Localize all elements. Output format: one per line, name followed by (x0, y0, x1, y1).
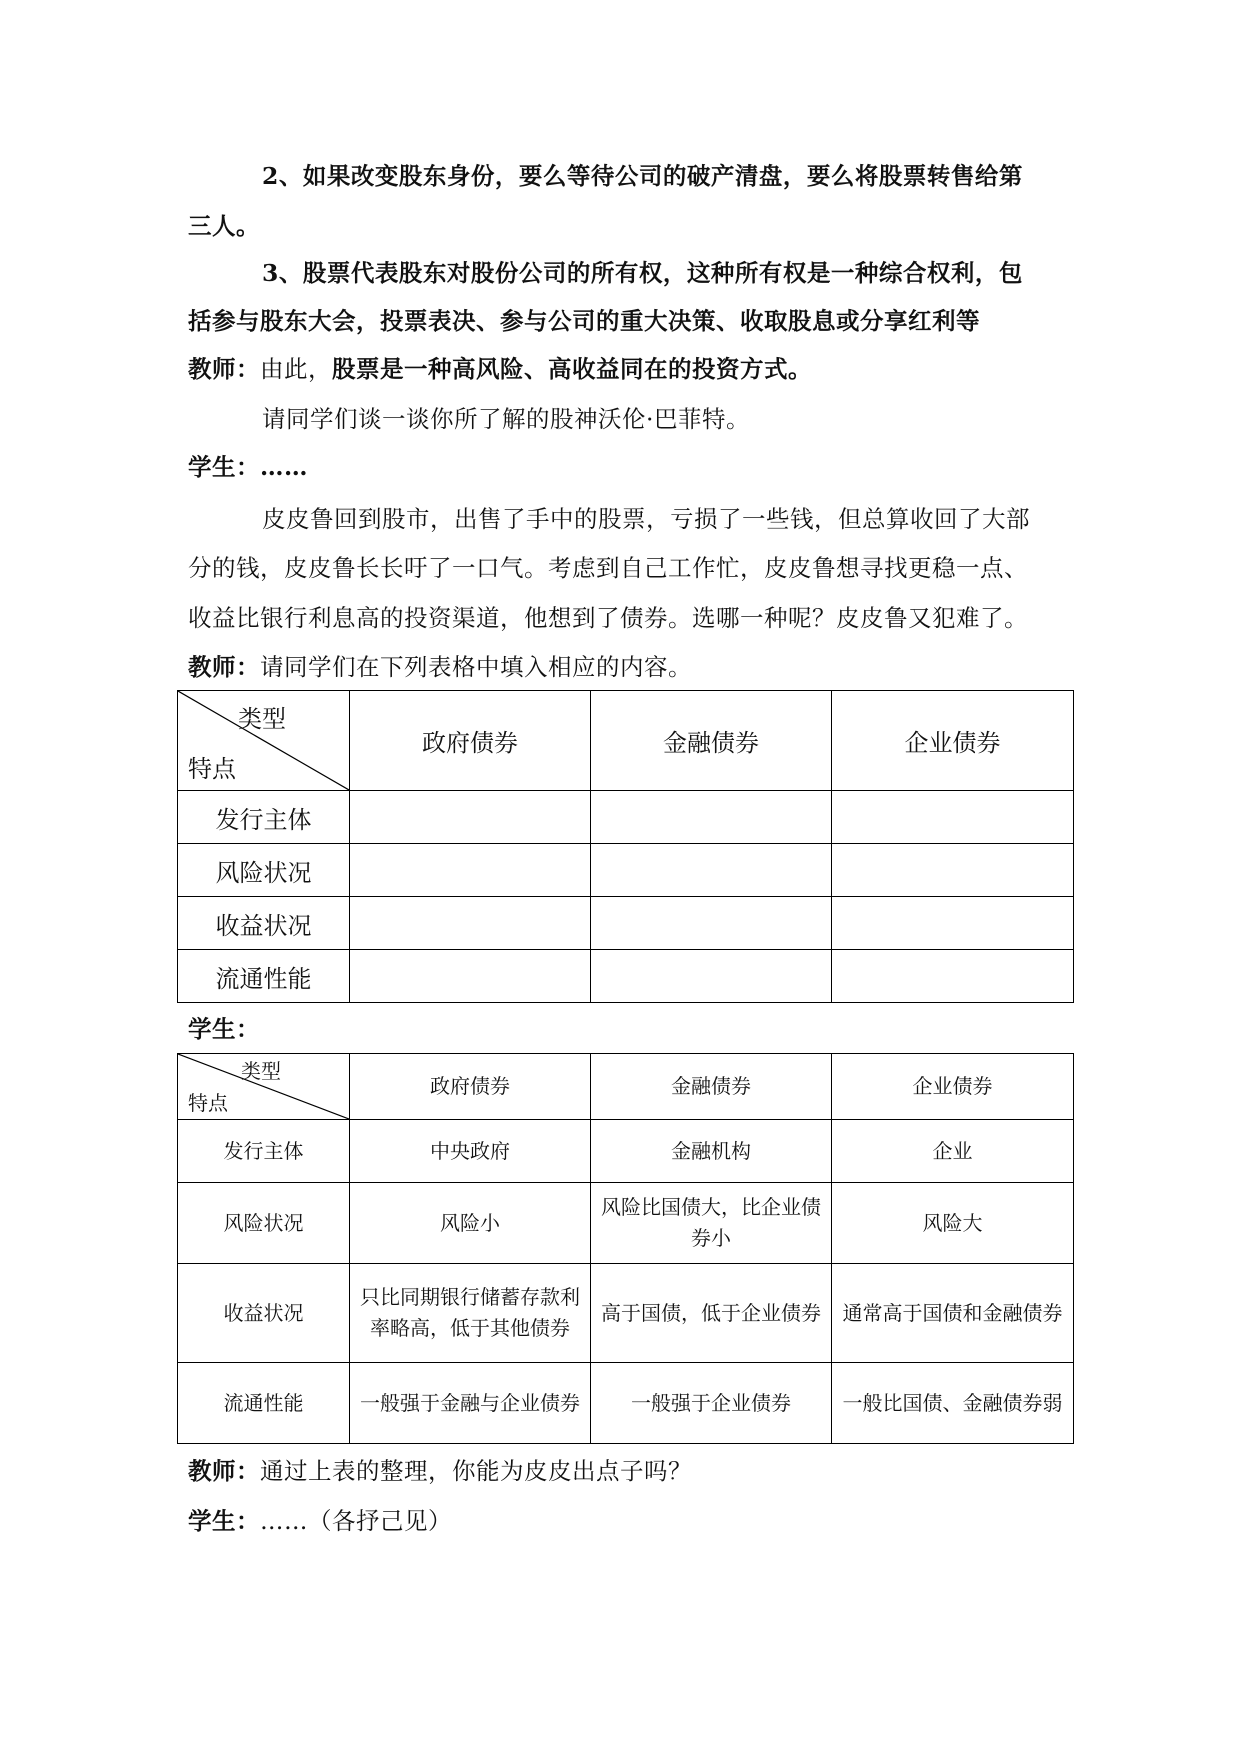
table-cell: 一般强于金融与企业债券 (350, 1363, 591, 1444)
speaker-label: 学生： (188, 1507, 260, 1535)
blank-cell[interactable] (350, 791, 591, 844)
speaker-label: 学生： (188, 453, 260, 481)
speaker-label: 教师： (188, 355, 260, 383)
blank-bond-table (177, 690, 1074, 1003)
row-header: 收益状况 (178, 897, 350, 950)
blank-cell[interactable] (591, 844, 832, 897)
filled-bond-table (177, 1053, 1074, 1444)
table-cell: 只比同期银行储蓄存款利率略高，低于其他债券 (350, 1264, 591, 1363)
blank-cell[interactable] (832, 897, 1074, 950)
row-header: 流通性能 (178, 950, 350, 1003)
teacher-text: 通过上表的整理，你能为皮皮出点子吗？ (260, 1457, 692, 1485)
blank-cell[interactable] (350, 844, 591, 897)
teacher-emphasis: 股票是一种高风险、高收益同在的投资方式。 (332, 355, 812, 383)
row-header: 流通性能 (178, 1363, 350, 1444)
column-header: 政府债券 (350, 691, 591, 791)
table-cell: 中央政府 (350, 1120, 591, 1183)
blank-cell[interactable] (832, 844, 1074, 897)
paragraph-2-line1: 2、如果改变股东身份，要么等待公司的破产清盘，要么将股票转售给第 (262, 162, 1023, 190)
corner-type-label: 类型 (241, 1059, 281, 1083)
paragraph-3-line2: 括参与股东大会，投票表决、参与公司的重大决策、收取股息或分享红利等 (188, 307, 980, 335)
column-header: 企业债券 (832, 1054, 1074, 1120)
corner-feature-label: 特点 (188, 755, 236, 783)
student-line-1 (188, 443, 1068, 491)
table-cell: 风险比国债大，比企业债券小 (591, 1183, 832, 1264)
table-cell: 一般强于企业债券 (591, 1363, 832, 1444)
column-header: 金融债券 (591, 691, 832, 791)
row-header: 发行主体 (178, 1120, 350, 1183)
blank-cell[interactable] (591, 950, 832, 1003)
corner-header-cell (178, 1054, 350, 1120)
story-line3: 收益比银行利息高的投资渠道，他想到了债券。选哪一种呢？皮皮鲁又犯难了。 (188, 604, 1028, 632)
speaker-label: 教师： (188, 653, 260, 681)
row-header: 收益状况 (178, 1264, 350, 1363)
row-header: 风险状况 (178, 844, 350, 897)
table-cell: 风险小 (350, 1183, 591, 1264)
blank-cell[interactable] (591, 897, 832, 950)
student-line-2 (188, 1005, 1068, 1053)
teacher-line-2 (188, 643, 1068, 691)
speaker-label: 学生： (188, 1015, 260, 1043)
teacher-text: 请同学们在下列表格中填入相应的内容。 (260, 653, 692, 681)
table-cell: 通常高于国债和金融债券 (832, 1264, 1074, 1363)
column-header: 金融债券 (591, 1054, 832, 1120)
table-cell: 一般比国债、金融债券弱 (832, 1363, 1074, 1444)
teacher-text: 由此， (260, 355, 332, 383)
corner-feature-label: 特点 (188, 1091, 228, 1115)
blank-cell[interactable] (350, 950, 591, 1003)
student-line-3 (188, 1497, 1068, 1545)
student-text: ……（各抒己见） (260, 1507, 452, 1535)
paragraph-2-line2: 三人。 (188, 212, 260, 240)
table-cell: 企业 (832, 1120, 1074, 1183)
teacher-line-1 (188, 345, 1068, 393)
story-line1: 皮皮鲁回到股市，出售了手中的股票，亏损了一些钱，但总算收回了大部 (262, 505, 1030, 533)
teacher-line-3 (188, 1447, 1068, 1495)
corner-header-cell (178, 691, 350, 791)
column-header: 企业债券 (832, 691, 1074, 791)
speaker-label: 教师： (188, 1457, 260, 1485)
blank-cell[interactable] (350, 897, 591, 950)
blank-cell[interactable] (832, 950, 1074, 1003)
blank-cell[interactable] (591, 791, 832, 844)
story-line2: 分的钱，皮皮鲁长长吁了一口气。考虑到自己工作忙，皮皮鲁想寻找更稳一点、 (188, 554, 1028, 582)
table-cell: 金融机构 (591, 1120, 832, 1183)
column-header: 政府债券 (350, 1054, 591, 1120)
student-text: …… (260, 453, 308, 481)
table-cell: 风险大 (832, 1183, 1074, 1264)
blank-cell[interactable] (832, 791, 1074, 844)
paragraph-3-line1: 3、股票代表股东对股份公司的所有权，这种所有权是一种综合权利，包 (262, 259, 1023, 287)
corner-type-label: 类型 (238, 705, 286, 733)
row-header: 风险状况 (178, 1183, 350, 1264)
table-cell: 高于国债，低于企业债券 (591, 1264, 832, 1363)
row-header: 发行主体 (178, 791, 350, 844)
buffett-prompt: 请同学们谈一谈你所了解的股神沃伦·巴菲特。 (262, 405, 750, 433)
